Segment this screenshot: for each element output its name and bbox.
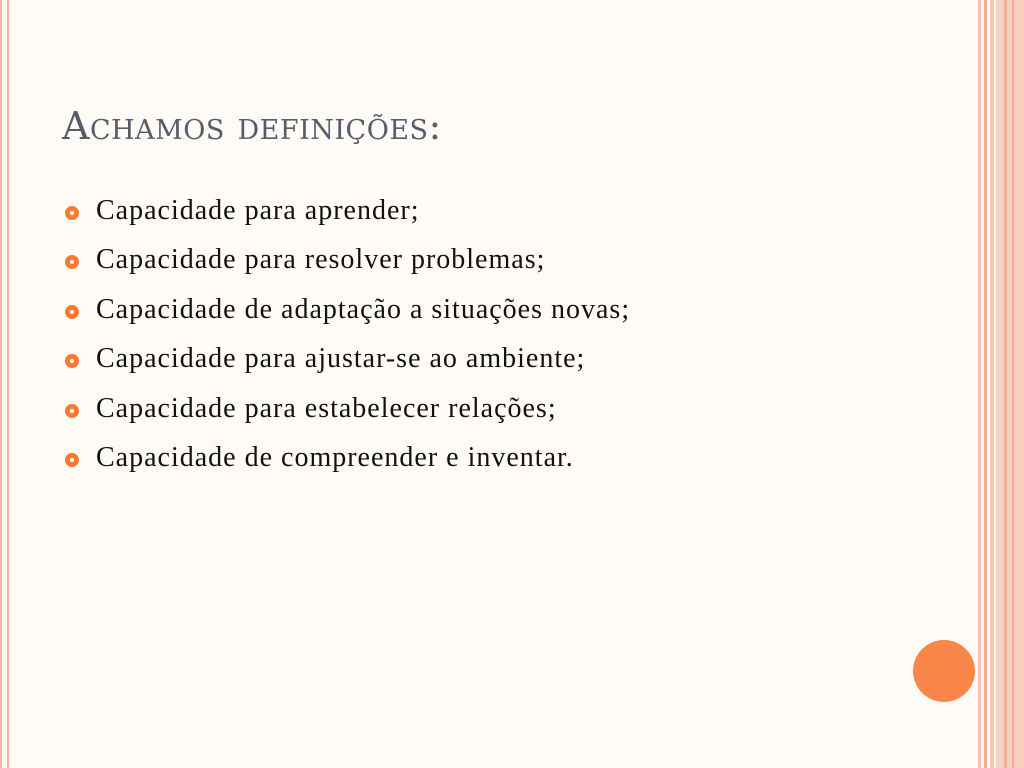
- bullet-item: [62, 236, 942, 286]
- bullet-item: [62, 186, 942, 236]
- right-decorative-stripe: [984, 0, 987, 768]
- ring-bullet-icon: [65, 453, 79, 467]
- bullet-text: Capacidade para ajustar-se ao ambiente;: [96, 343, 586, 375]
- ring-bullet-icon: [65, 404, 79, 418]
- bullet-item: [62, 384, 942, 434]
- bullet-list: [62, 186, 942, 483]
- bullet-text: Capacidade para aprender;: [96, 194, 420, 226]
- ring-bullet-icon: [65, 255, 79, 269]
- right-decorative-stripe: [990, 0, 994, 768]
- right-decorative-band: [996, 0, 1024, 768]
- ring-bullet-icon: [65, 305, 79, 319]
- orange-circle-decoration: [913, 640, 975, 702]
- right-decorative-stripe: [1012, 0, 1014, 768]
- left-border-line: [7, 0, 9, 768]
- bullet-item: [62, 335, 942, 385]
- right-decorative-stripe: [978, 0, 981, 768]
- right-decorative-stripe: [1004, 0, 1007, 768]
- bullet-item: [62, 434, 942, 484]
- bullet-text: Capacidade de compreender e inventar.: [96, 442, 574, 474]
- bullet-item: [62, 285, 942, 335]
- left-border-line: [0, 0, 2, 768]
- slide-title: Achamos definições:: [62, 104, 442, 148]
- ring-bullet-icon: [65, 206, 79, 220]
- ring-bullet-icon: [65, 354, 79, 368]
- bullet-text: Capacidade para estabelecer relações;: [96, 392, 557, 424]
- bullet-text: Capacidade para resolver problemas;: [96, 244, 546, 276]
- bullet-text: Capacidade de adaptação a situações novas;: [96, 293, 631, 325]
